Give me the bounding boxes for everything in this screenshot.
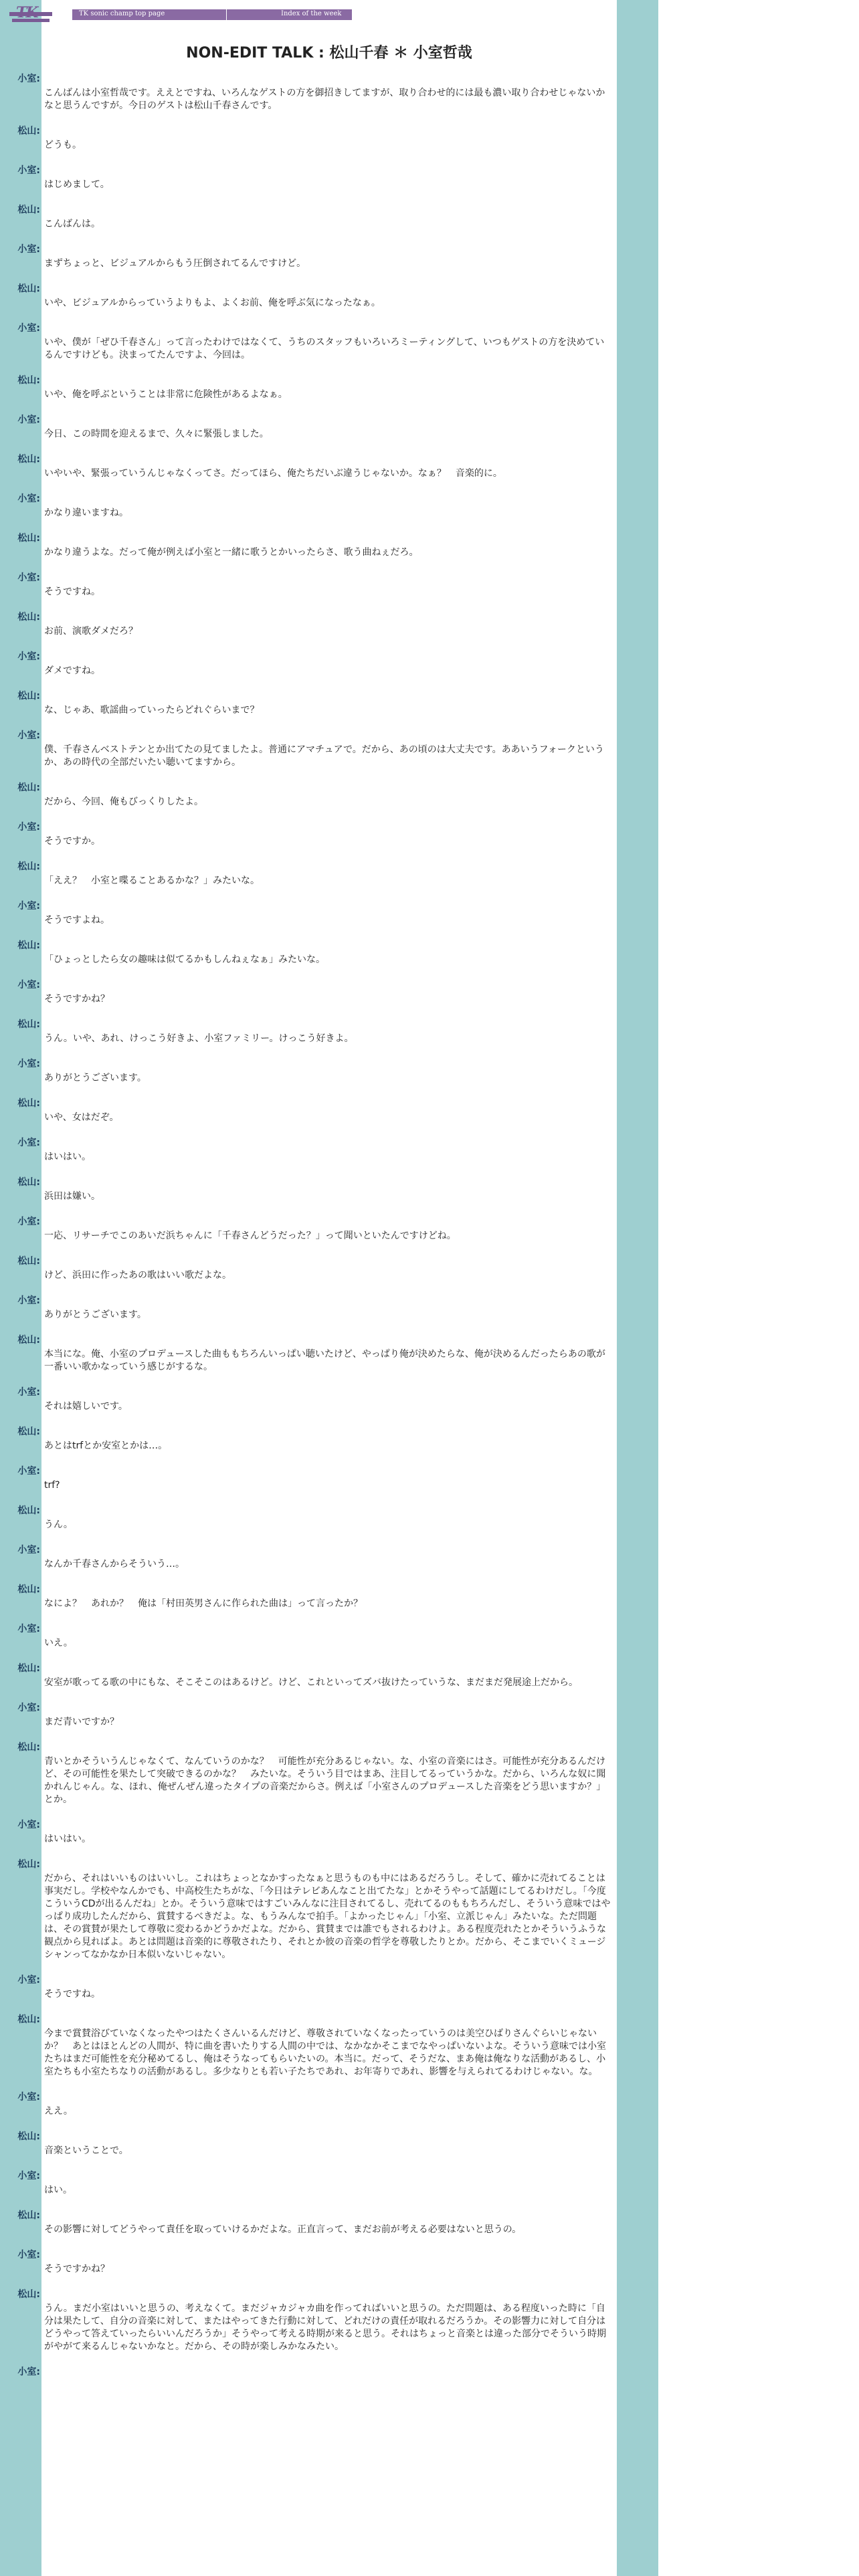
speaker-label: 松山: — [17, 1019, 40, 1030]
speaker-label: 小室: — [17, 2171, 40, 2181]
top-page-link[interactable]: TK sonic champ top page — [79, 10, 165, 17]
talk-entry — [0, 1426, 617, 1453]
dialogue-text: まずちょっと、ビジュアルからもう圧倒されてるんですけど。 — [44, 258, 306, 269]
speaker-label: 小室: — [17, 1703, 40, 1713]
top-nav-bar — [72, 9, 352, 20]
speaker-label: 松山: — [17, 533, 40, 544]
speaker-label: 小室: — [17, 1624, 40, 1634]
talk-entry — [0, 74, 617, 112]
dialogue-text: はじめまして。 — [44, 179, 110, 190]
talk-entry — [0, 1019, 617, 1045]
talk-entry — [0, 2367, 617, 2378]
dialogue-text: 「ええ？ 小室と喋ることあるかな？」みたいな。 — [44, 875, 260, 886]
dialogue-text: 青いとかそういうんじゃなくて、なんていうのかな？ 可能性が充分あるじゃない。な、小室の音楽にはさ。可能性が充分あるんだけど、その可能性を果たして突破できるのかな？ みたいな。そういう目ではまあ、注目してるっていうかな。だから、いろんな奴に聞かれんじゃん。な、ほれ、俺ぜんぜん違ったタイプの音楽だからさ。例えば「小室さんのプロデュースした音楽をどう思いますか？」とか。 — [44, 1756, 606, 1805]
dialogue-text: な、じゃあ、歌謡曲っていったらどれぐらいまで？ — [44, 705, 260, 716]
dialogue-text: 浜田は嫌い。 — [44, 1191, 100, 1202]
talk-entry — [0, 2171, 617, 2197]
dialogue-text: はいはい。 — [44, 1834, 91, 1844]
speaker-label: 小室: — [17, 1545, 40, 1555]
talk-entry — [0, 1098, 617, 1124]
dialogue-text: かなり違いますね。 — [44, 508, 128, 518]
speaker-label: 松山: — [17, 126, 40, 136]
dialogue-text: あとはtrfとか安室とかは…。 — [44, 1440, 168, 1451]
speaker-label: 小室: — [17, 323, 40, 334]
speaker-label: 小室: — [17, 165, 40, 176]
talk-entry — [0, 494, 617, 520]
speaker-label: 松山: — [17, 1177, 40, 1188]
talk-entry — [0, 1256, 617, 1282]
speaker-label: 小室: — [17, 415, 40, 425]
dialogue-text: 本当にな。俺、小室のプロデュースした曲ももちろんいっぱい聴いたけど、やっぱり俺が決めたらな、俺が決めるんだったらあの歌が一番いい歌かなっていう感じがするな。 — [44, 1349, 605, 1372]
dialogue-text: かなり違うよな。だって俺が例えば小室と一緒に歌うとかいったらさ、歌う曲ねぇだろ。 — [44, 547, 419, 558]
dialogue-text: だから、今回、俺もびっくりしたよ。 — [44, 796, 203, 807]
speaker-label: 小室: — [17, 1138, 40, 1148]
dialogue-text: そうですか。 — [44, 836, 100, 847]
speaker-label: 小室: — [17, 1820, 40, 1830]
speaker-label: 松山: — [17, 1098, 40, 1109]
dialogue-text: はい。 — [44, 2185, 72, 2195]
speaker-label: 小室: — [17, 651, 40, 662]
dialogue-text: ありがとうございます。 — [44, 1073, 147, 1083]
talk-entry — [0, 1975, 617, 2001]
talk-entry — [0, 980, 617, 1006]
speaker-label: 松山: — [17, 1335, 40, 1346]
dialogue-text: そうですね。 — [44, 1989, 100, 2000]
speaker-label: 松山: — [17, 2210, 40, 2221]
speaker-label: 小室: — [17, 244, 40, 255]
dialogue-text: 今まで賞賛浴びていなくなったやつはたくさんいるんだけど、尊敬されていなくなったっていうのは美空ひばりさんぐらいじゃないか？ あとはほとんどの人間が、特に曲を書いたりする人間の中では、なかなかそこまでなやっぱいないよな。そういう意味では小室たちはまだ可能性を充分秘めてるし、俺はそうなってもらいたいの。本当に。だって、そうだな、まあ俺は俺なりな活動があるし、小室たちも小室たちなりの活動があるし。多少なりとも若い子たちであれ、お年寄りであれ、影響を与えられてるわけじゃない。な。 — [44, 2028, 606, 2077]
speaker-label: 小室: — [17, 2367, 40, 2377]
talk-entry — [0, 284, 617, 310]
speaker-label: 小室: — [17, 730, 40, 741]
speaker-label: 小室: — [17, 572, 40, 583]
dialogue-text: ええ。 — [44, 2106, 73, 2117]
speaker-label: 小室: — [17, 1295, 40, 1306]
talk-entry — [0, 822, 617, 848]
dialogue-text: うん。まだ小室はいいと思うの、考えなくて。まだジャカジャカ曲を作ってればいいと思うの。ただ問題は、ある程度いった時に「自分は果たして、自分の音楽に対して、またはやってきた行動に対して、どれだけの責任が取れるだろうか。その影響力に対して自分はどうやって答えていったらいいんだろうか」そうやって考える時期が来ると思う。それはちょっと音楽とは違った部分でそういう時期がやがて来るんじゃないかなと。だから、その時が楽しみかなみたい。 — [44, 2303, 606, 2352]
talk-entry — [0, 782, 617, 809]
talk-entry — [0, 2014, 617, 2078]
talk-entry — [0, 1466, 617, 1492]
dialogue-text: いえ。 — [44, 1638, 73, 1648]
page-title: NON-EDIT TALK : 松山千春 ＊ 小室哲哉 — [186, 45, 472, 62]
talk-entry — [0, 323, 617, 362]
dialogue-text: 今日、この時間を迎えるまで、久々に緊張しました。 — [44, 429, 269, 439]
week-index-link[interactable]: Index of the week — [281, 10, 342, 17]
speaker-label: 松山: — [17, 612, 40, 623]
nav-divider — [226, 9, 227, 20]
speaker-label: 松山: — [17, 375, 40, 386]
dialogue-text: なによ？ あれか？ 俺は「村田英男さんに作られた曲は」って言ったか？ — [44, 1598, 363, 1609]
speaker-label: 小室: — [17, 74, 40, 84]
dialogue-text: いやいや、緊張っていうんじゃなくってさ。だってほら、俺たちだいぶ違うじゃないか。なぁ？ 音楽的に。 — [44, 468, 502, 479]
speaker-label: 松山: — [17, 1426, 40, 1437]
dialogue-text: いや、ビジュアルからっていうよりもよ、よくお前、俺を呼ぶ気になったなぁ。 — [44, 298, 381, 308]
speaker-label: 松山: — [17, 284, 40, 294]
logo-text: TK — [16, 4, 37, 21]
dialogue-text: そうですよね。 — [44, 915, 110, 926]
speaker-label: 小室: — [17, 1216, 40, 1227]
dialogue-text: そうですね。 — [44, 586, 100, 597]
dialogue-text: 一応、リサーチでこのあいだ浜ちゃんに「千春さんどうだった？」って聞いといたんですけどね。 — [44, 1230, 456, 1241]
talk-entry — [0, 1584, 617, 1610]
speaker-label: 小室: — [17, 980, 40, 990]
talk-entry — [0, 861, 617, 887]
dialogue-text: お前、演歌ダメだろ？ — [44, 626, 138, 637]
dialogue-text: どうも。 — [44, 140, 82, 150]
speaker-label: 小室: — [17, 1059, 40, 1069]
talk-entry — [0, 1545, 617, 1571]
talk-entry — [0, 1742, 617, 1806]
dialogue-text: まだ青いですか？ — [44, 1717, 119, 1727]
dialogue-text: そうですかね？ — [44, 2264, 110, 2274]
talk-entry — [0, 2289, 617, 2353]
talk-entry — [0, 205, 617, 231]
dialogue-text: それは嬉しいです。 — [44, 1401, 128, 1412]
dialogue-text: こんばんは。 — [44, 219, 100, 229]
speaker-label: 松山: — [17, 691, 40, 702]
speaker-label: 松山: — [17, 2289, 40, 2300]
speaker-label: 松山: — [17, 1859, 40, 1870]
talk-entry — [0, 1216, 617, 1243]
speaker-label: 小室: — [17, 822, 40, 833]
speaker-label: 小室: — [17, 901, 40, 911]
speaker-label: 松山: — [17, 1584, 40, 1595]
talk-entry — [0, 1138, 617, 1164]
talk-entry — [0, 1663, 617, 1689]
talk-transcript — [0, 74, 617, 2391]
speaker-label: 小室: — [17, 1975, 40, 1985]
talk-entry — [0, 572, 617, 599]
talk-entry — [0, 244, 617, 270]
talk-entry — [0, 1505, 617, 1531]
talk-entry — [0, 730, 617, 769]
speaker-label: 小室: — [17, 494, 40, 504]
speaker-label: 松山: — [17, 2014, 40, 2025]
speaker-label: 松山: — [17, 1742, 40, 1753]
speaker-label: 松山: — [17, 861, 40, 872]
talk-entry — [0, 1820, 617, 1846]
dialogue-text: 音楽ということで。 — [44, 2145, 128, 2156]
talk-entry — [0, 2131, 617, 2157]
speaker-label: 松山: — [17, 1505, 40, 1516]
dialogue-text: けど、浜田に作ったあの歌はいい歌だよな。 — [44, 1270, 231, 1281]
talk-entry — [0, 2250, 617, 2276]
dialogue-text: trf? — [44, 1480, 60, 1491]
dialogue-text: ダメですね。 — [44, 665, 100, 676]
right-stripe — [617, 0, 658, 2576]
dialogue-text: はいはい。 — [44, 1152, 91, 1162]
site-logo[interactable] — [9, 4, 56, 28]
talk-entry — [0, 1059, 617, 1085]
speaker-label: 松山: — [17, 205, 40, 215]
dialogue-text: だから、それはいいものはいいし。これはちょっとなかすったなぁと思うものも中にはあるだろうし。そして、確かに売れてることは事実だし。学校やなんかでも、中高校生たちがな、「今日はテレビあんなこと出てたな」とかそうやって話題にしてるわけだし。「今度こういうCDが出るんだね」とか。そういう意味ではすごいみんなに注目されてるし、売れてるのももちろんだし、そういう意味ではやっぱり成功したんだから、賞賛するべきだよ。な、もうみんなで拍手。「よかったじゃん」「小室、立派じゃん」みたいな。ただ問題は、その賞賛が果たして尊敬に変わるかどうかだよな。だから、賞賛までは誰でもされるわけよ。ある程度売れたとかそういうふうな観点から見ればよ。あとは問題は音楽的に尊敬されたり、それとか彼の音楽の哲学を尊敬したりとか。だから、そこまでいくミュージシャンってなかなか日本似いないじゃない。 — [44, 1873, 611, 1960]
dialogue-text: 安室が歌ってる歌の中にもな、そこそこのはあるけど。けど、これといってズバ抜けたっていうな、まだまだ発展途上だから。 — [44, 1677, 578, 1688]
talk-entry — [0, 1703, 617, 1729]
speaker-label: 松山: — [17, 2131, 40, 2142]
speaker-label: 松山: — [17, 1663, 40, 1674]
dialogue-text: うん。 — [44, 1519, 73, 1530]
talk-entry — [0, 375, 617, 401]
dialogue-text: いや、俺を呼ぶということは非常に危険性があるよなぁ。 — [44, 389, 288, 400]
dialogue-text: いや、僕が「ぜひ千春さん」って言ったわけではなくて、うちのスタッフもいろいろミーティングして、いつもゲストの方を決めているんですけども。決まってたんですよ、今回は。 — [44, 337, 605, 360]
dialogue-text: その影響に対してどうやって責任を取っていけるかだよな。正直言って、まだお前が考える必要はないと思うの。 — [44, 2224, 522, 2235]
talk-entry — [0, 1335, 617, 1374]
talk-entry — [0, 691, 617, 717]
speaker-label: 小室: — [17, 1387, 40, 1398]
talk-entry — [0, 126, 617, 152]
speaker-label: 松山: — [17, 782, 40, 793]
talk-entry — [0, 651, 617, 677]
talk-entry — [0, 940, 617, 966]
talk-entry — [0, 2092, 617, 2118]
speaker-label: 松山: — [17, 454, 40, 465]
talk-entry — [0, 1624, 617, 1650]
talk-entry — [0, 1387, 617, 1413]
dialogue-text: いや、女はだぞ。 — [44, 1112, 119, 1123]
speaker-label: 小室: — [17, 2250, 40, 2260]
talk-entry — [0, 415, 617, 441]
dialogue-text: 僕、千春さんベストテンとか出てたの見てましたよ。普通にアマチュアで。だから、あの頃のは大丈夫です。ああいうフォークというか、あの時代の全部だいたい聴いてますから。 — [44, 744, 604, 768]
dialogue-text: ありがとうございます。 — [44, 1309, 147, 1320]
dialogue-text: うん。いや、あれ、けっこう好きよ、小室ファミリー。けっこう好きよ。 — [44, 1033, 354, 1044]
talk-entry — [0, 901, 617, 927]
talk-entry — [0, 1177, 617, 1203]
talk-entry — [0, 1295, 617, 1321]
speaker-label: 松山: — [17, 940, 40, 951]
talk-entry — [0, 1859, 617, 1961]
speaker-label: 小室: — [17, 1466, 40, 1477]
dialogue-text: 「ひょっとしたら女の趣味は似てるかもしんねぇなぁ」みたいな。 — [44, 954, 325, 965]
talk-entry — [0, 2210, 617, 2236]
speaker-label: 小室: — [17, 2092, 40, 2103]
talk-entry — [0, 533, 617, 559]
talk-entry — [0, 454, 617, 480]
dialogue-text: そうですかね？ — [44, 994, 110, 1004]
dialogue-text: こんばんは小室哲哉です。ええとですね、いろんなゲストの方を御招きしてますが、取り合わせ的には最も濃い取り合わせじゃないかなと思うんですが。今日のゲストは松山千春さんです。 — [44, 88, 605, 111]
talk-entry — [0, 612, 617, 638]
talk-entry — [0, 165, 617, 191]
speaker-label: 松山: — [17, 1256, 40, 1267]
dialogue-text: なんか千春さんからそういう…。 — [44, 1559, 185, 1570]
